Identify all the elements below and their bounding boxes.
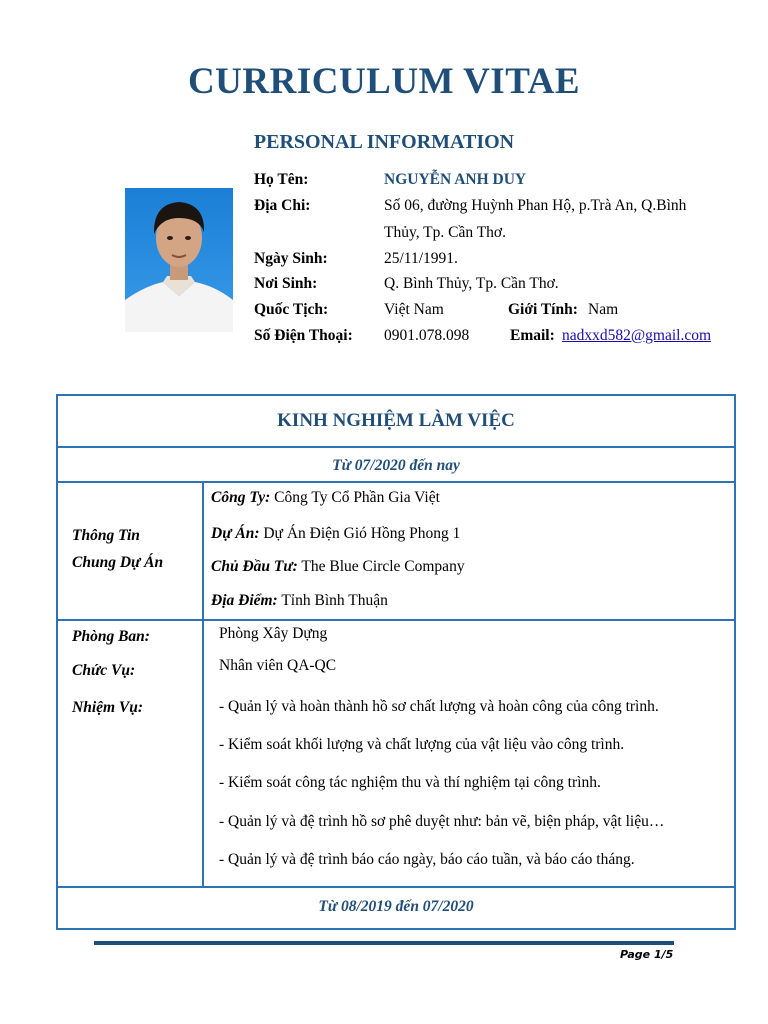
duty-item: - Kiểm soát khối lượng và chất lượng của vật liệu vào công trình. (219, 736, 625, 753)
gender-value: Nam (588, 301, 619, 318)
name-value: NGUYỄN ANH DUY (384, 171, 527, 188)
duty-item: - Quản lý và hoàn thành hồ sơ chất lượng và hoàn công của công trình. (219, 698, 659, 715)
dob-label: Ngày Sinh: (254, 250, 328, 267)
period-current: Từ 07/2020 đến nay (332, 457, 460, 474)
table-column-divider (202, 483, 204, 888)
footer-rule (94, 941, 674, 945)
email-label: Email: (510, 327, 555, 344)
position-value: Nhân viên QA-QC (219, 657, 337, 674)
dob-value: 25/11/1991. (384, 250, 458, 267)
company-label: Công Ty: (211, 489, 271, 506)
department-label: Phòng Ban: (72, 628, 150, 645)
investor-row (211, 558, 465, 576)
project-value: Dự Án Điện Gió Hồng Phong 1 (263, 525, 461, 542)
birthplace-label: Nơi Sinh: (254, 275, 318, 292)
document-title: CURRICULUM VITAE (187, 61, 581, 102)
section-personal-information: PERSONAL INFORMATION (253, 131, 515, 153)
birthplace-value: Q. Bình Thủy, Tp. Cần Thơ. (384, 275, 559, 292)
duties-label: Nhiệm Vụ: (72, 699, 144, 716)
page-number: Page 1/5 (620, 948, 674, 961)
location-value: Tỉnh Bình Thuận (281, 592, 388, 609)
position-label: Chức Vụ: (72, 662, 136, 679)
gender-label: Giới Tính: (508, 301, 578, 318)
location-row (211, 592, 388, 610)
address-line-2: Thủy, Tp. Cần Thơ. (384, 224, 507, 241)
address-label: Địa Chi: (254, 197, 311, 214)
email-link[interactable]: nadxxd582@gmail.com (562, 327, 712, 344)
period-previous: Từ 08/2019 đến 07/2020 (318, 898, 474, 915)
duty-item: - Quản lý và đệ trình báo cáo ngày, báo cáo tuần, và báo cáo tháng. (219, 851, 635, 868)
project-row (211, 525, 460, 543)
phone-value: 0901.078.098 (384, 327, 470, 344)
profile-photo (125, 188, 233, 332)
project-label: Dự Án: (211, 525, 260, 542)
nationality-label: Quốc Tịch: (254, 301, 329, 318)
phone-label: Số Điện Thoại: (254, 327, 353, 344)
table-divider (58, 886, 734, 888)
company-value: Công Ty Cổ Phần Gia Việt (274, 489, 440, 506)
department-value: Phòng Xây Dựng (219, 625, 328, 642)
work-experience-table (56, 394, 736, 930)
table-divider (58, 481, 734, 483)
name-label: Họ Tên: (254, 171, 309, 188)
company-row (211, 489, 440, 507)
address-line-1: Số 06, đường Huỳnh Phan Hộ, p.Trà An, Q.Bình (384, 197, 687, 214)
work-experience-heading: KINH NGHIỆM LÀM VIỆC (277, 410, 515, 431)
project-info-label-line-1: Thông Tin (72, 527, 140, 544)
investor-label: Chủ Đầu Tư: (211, 558, 298, 575)
duty-item: - Quản lý và đệ trình hồ sơ phê duyệt như: bản vẽ, biện pháp, vật liệu… (219, 813, 665, 830)
duty-item: - Kiểm soát công tác nghiệm thu và thí nghiệm tại công trình. (219, 774, 601, 791)
project-info-label-line-2: Chung Dự Án (72, 554, 164, 571)
nationality-value: Việt Nam (384, 301, 444, 318)
location-label: Địa Điểm: (211, 592, 278, 609)
table-divider (58, 619, 734, 621)
table-divider (58, 446, 734, 448)
investor-value: The Blue Circle Company (301, 558, 465, 575)
